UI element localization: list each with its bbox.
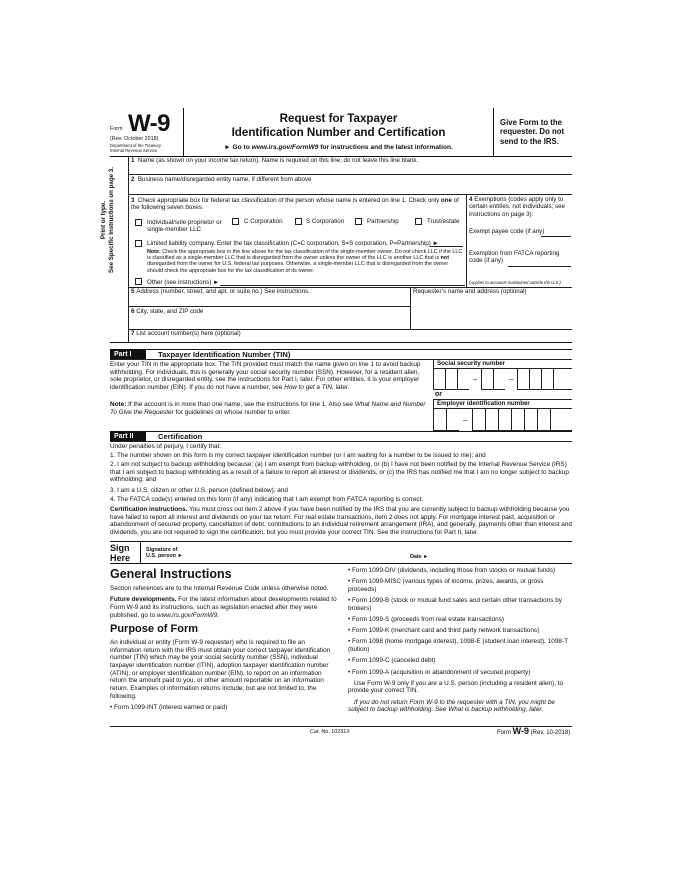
part-1-tag: Part I	[110, 350, 146, 359]
label-llc: Limited liability company. Enter the tax classification (C=C corporation, S=S corporation, P=Partnership) ►	[147, 240, 439, 247]
part-1-note-italic: What Name and Number To Give the Requester	[110, 401, 426, 416]
line-5-text: Address (number, street, and apt. or suite no.) See instructions.	[136, 288, 310, 295]
part-1-text-a: Enter your TIN in the appropriate box. The TIN provided must match the name given on line 1 to avoid backup withholding. For individuals, this is generally your social security number (SSN). However, for a resident alien, sole proprietor, or disregarded entity, see the instructions for Part I, later. For other entities, it is your employer identification number (EIN). If you do not have a number, see	[110, 361, 421, 391]
goto-instructions	[184, 144, 493, 152]
line-7-text: List account number(s) here (optional)	[136, 330, 241, 337]
bullet-1099-s: • Form 1099-S (proceeds from real estate transactions)	[348, 616, 505, 624]
label-trust-estate: Trust/estate	[427, 218, 460, 225]
dept-treasury: Department of the Treasury	[110, 143, 161, 148]
bullet-1099-c: • Form 1099-C (canceled debt)	[348, 657, 436, 665]
section-rule-top	[110, 342, 572, 343]
ein-digit-1[interactable]	[433, 409, 446, 431]
exempt-payee-input[interactable]	[541, 236, 571, 237]
ssn-input[interactable]	[433, 369, 572, 390]
other-input[interactable]	[220, 285, 465, 286]
title-line-1: Request for Taxpayer	[279, 112, 398, 125]
ein-digit-4[interactable]	[485, 409, 498, 431]
ein-dash: –	[463, 416, 468, 425]
footer-form-word: Form	[497, 730, 513, 736]
ein-input[interactable]	[433, 409, 572, 431]
part-1-text-end: later.	[333, 383, 350, 391]
bullet-1099-misc: • Form 1099-MISC (various types of income, prizes, awards, or gross proceeds)	[348, 578, 544, 593]
bullet-1098: • Form 1098 (home mortgage interest), 1098-E (student loan interest), 1098-T (tuition)	[348, 638, 568, 654]
line-7-num: 7	[131, 330, 135, 337]
part-1-note-a: If the account is in more than one name, see the instructions for line 1. Also see	[126, 401, 355, 408]
sign-label: Sign	[110, 543, 130, 553]
bullet-1099-b: • Form 1099-B (stock or mutual fund sales and certain other transactions by brokers)	[348, 597, 562, 612]
us-person: U.S. person ►	[146, 553, 183, 560]
ssn-digit-9[interactable]	[553, 369, 572, 390]
part-2-title: Certification	[158, 432, 203, 441]
line-7-label	[131, 330, 571, 337]
requester-label: Requester’s name and address (optional)	[413, 288, 527, 295]
line-2-label	[131, 176, 571, 183]
label-c-corporation: C Corporation	[244, 218, 283, 225]
line-4-label	[469, 196, 571, 218]
line-3-text-b: one	[440, 197, 452, 204]
use-w9-text: Use Form W-9 only if you are a U.S. person (including a resident alien), to provide your correct TIN.	[348, 679, 564, 695]
cert-item-1: 1. The number shown on this form is my correct taxpayer identification number (or I am waiting for a number to be issued to me); and	[110, 452, 486, 459]
line-6-num: 6	[131, 308, 135, 315]
bullet-1099-k: • Form 1099-K (merchant card and third party network transactions)	[348, 627, 540, 635]
sidebar-label	[100, 140, 124, 300]
llc-note-label: Note:	[147, 249, 161, 255]
ein-digit-6[interactable]	[511, 409, 524, 431]
llc-note	[147, 249, 465, 274]
here-label: Here	[110, 553, 131, 563]
line-6-text: City, state, and ZIP code	[136, 308, 204, 315]
cert-item-3: 3. I am a U.S. citizen or other U.S. person (defined below); and	[110, 487, 288, 494]
line-2-text: Business name/disregarded entity name, if different from above	[137, 176, 312, 183]
ssn-digit-7[interactable]	[529, 369, 541, 390]
ein-label: Employer identification number	[437, 400, 530, 407]
line-1-label	[131, 157, 571, 164]
footer-rev: (Rev. 10-2018)	[529, 730, 571, 736]
ssn-digit-3[interactable]	[457, 369, 469, 390]
bullet-1099-int: • Form 1099-INT (interest earned or paid)	[110, 703, 228, 711]
left-column	[110, 567, 338, 715]
cert-item-4: 4. The FATCA code(s) entered on this form (if any) indicating that I am exempt from FATCA reporting is correct.	[110, 496, 424, 503]
signature-input[interactable]	[190, 548, 405, 560]
part-2-intro: Under penalties of perjury, I certify that:	[110, 443, 222, 450]
form-title	[184, 112, 493, 139]
sidebar-line-1: Print or type.	[100, 200, 107, 240]
give-form-note: Give Form to the requester. Do not send to the IRS.	[500, 118, 565, 146]
goto-rest: for instructions and the latest information.	[318, 144, 453, 151]
form-word: Form	[110, 126, 123, 132]
line-1-rule	[128, 174, 572, 175]
bullet-1099-div: • Form 1099-DIV (dividends, including those from stocks or mutual funds)	[348, 567, 556, 574]
checkbox-individual[interactable]	[135, 219, 142, 226]
line-1-text: Name (as shown on your income tax return). Name is required on this line; do not leave this line blank.	[137, 157, 419, 164]
ein-digit-8[interactable]	[537, 409, 550, 431]
ein-digit-9[interactable]	[550, 409, 572, 431]
line-3-num: 3	[131, 197, 135, 204]
general-heading: General Instructions	[110, 567, 232, 581]
footer-form-name: W-9	[512, 726, 529, 736]
date-input[interactable]	[430, 548, 570, 560]
line-3-label	[131, 197, 464, 212]
cert-instructions-label: Certification instructions.	[110, 506, 188, 513]
line-5-rule	[128, 306, 410, 307]
ssn-digit-8[interactable]	[541, 369, 553, 390]
or-label: or	[435, 391, 442, 398]
line-4-divider	[466, 194, 467, 287]
fatca-input[interactable]	[508, 266, 571, 267]
ssn-dash-1: –	[473, 375, 478, 384]
form-revision: (Rev. October 2018)	[110, 136, 159, 142]
future-developments	[110, 596, 338, 619]
llc-note-text-1: Check the appropriate box in the line above for the tax classification of the single-member owner. Do not check LLC if the LLC is classified as a single-member LLC that is disregarded from the owner unless the owner of the LLC is another LLC that is	[147, 249, 463, 262]
sidebar-divider	[128, 156, 129, 342]
cat-number: Cat. No. 10231X	[310, 729, 350, 735]
purpose-text: An individual or entity (Form W-9 requester) who is required to file an information return with the IRS must obtain your correct taxpayer identification number (TIN) which may be your social security number (SSN), individual taxpayer identification number (ITIN), adoption taxpayer identification number (ATIN), or employer identification number (EIN), to report on an information return the amount paid to you, or other amount reportable on an information return. Examples of information returns include, but are not limited to, the following.	[110, 638, 331, 700]
backup-withholding-note	[348, 699, 572, 714]
future-url[interactable]: www.irs.gov/FormW9.	[156, 611, 220, 619]
line-6-label	[131, 308, 406, 315]
sign-here-label	[110, 543, 130, 563]
sidebar-line-2: See Specific Instructions on page 3.	[108, 167, 115, 273]
ssn-digit-1[interactable]	[433, 369, 445, 390]
line-2-num: 2	[131, 176, 135, 183]
checkbox-trust-estate[interactable]	[415, 218, 422, 225]
goto-url[interactable]: www.irs.gov/FormW9	[251, 144, 319, 151]
part-2-title-rule	[110, 441, 572, 442]
right-column	[348, 567, 572, 718]
signature-of: Signature of	[146, 547, 178, 553]
backup-italic-c: later.	[527, 706, 544, 714]
line-1-num: 1	[131, 157, 135, 164]
signature-of-label	[146, 547, 183, 559]
llc-note-text-2: disregarded from the owner for U.S. federal tax purposes. Otherwise, a single-member LLC that is disregarded from the owner should check the appropriate box for the tax classification of its owner.	[147, 261, 449, 274]
date-label: Date ►	[410, 554, 429, 560]
purpose-heading: Purpose of Form	[110, 622, 199, 635]
part-1-note	[110, 401, 428, 416]
ein-digit-5[interactable]	[498, 409, 511, 431]
title-line-2: Identification Number and Certification	[231, 125, 446, 139]
ein-digit-3[interactable]	[472, 409, 485, 431]
fatca-applies-note: (Applies to accounts maintained outside the U.S.)	[469, 280, 561, 285]
line-4-text: Exemptions (codes apply only to certain entities, not individuals; see instructions on page 3):	[469, 196, 565, 218]
checkbox-llc[interactable]	[135, 240, 142, 247]
line-2-rule	[128, 194, 572, 195]
requester-divider	[410, 287, 411, 329]
line-5-label	[131, 288, 406, 295]
sign-bottom-rule	[110, 563, 572, 564]
cert-instructions-text: You must cross out item 2 above if you have been notified by the IRS that you are currently subject to backup withholding because you have failed to report all interest and dividends on your tax return. For real estate transactions, item 2 does not apply. For mortgage interest paid, acquisition or abandonment of secured property, cancellation of debt, contributions to an individual retirement arrangement (IRA), and generally, payments other than interest and dividends, you are not required to sign the certification, but you must provide your correct TIN. See the instructions for Part II, later.	[110, 506, 572, 536]
ein-digit-7[interactable]	[524, 409, 537, 431]
bullet-1099-a: • Form 1099-A (acquisition or abandonment of secured property)	[348, 668, 531, 676]
ssn-digit-2[interactable]	[445, 369, 457, 390]
part-2-tag: Part II	[110, 432, 146, 441]
part-1-title: Taxpayer Identification Number (TIN)	[158, 350, 291, 359]
sign-divider	[140, 541, 141, 563]
future-label: Future developments.	[110, 596, 177, 604]
ssn-dash-2: –	[509, 375, 514, 384]
ein-digit-2[interactable]	[446, 409, 459, 431]
checkbox-c-corporation[interactable]	[232, 218, 239, 225]
header-divider-right	[493, 108, 494, 156]
label-partnership: Partnership	[367, 218, 399, 225]
label-other: Other (see instructions) ►	[147, 279, 220, 286]
checkbox-other[interactable]	[135, 278, 142, 285]
fatca-label: Exemption from FATCA reporting code (if any)	[469, 250, 560, 265]
backup-italic-b: What is backup withholding,	[446, 706, 528, 714]
general-p1: Section references are to the Internal Revenue Code unless otherwise noted.	[110, 585, 329, 592]
exempt-payee-label: Exempt payee code (if any)	[469, 228, 545, 235]
line-4-num: 4	[469, 196, 473, 203]
part-1-text	[110, 361, 428, 391]
checkbox-s-corporation[interactable]	[295, 218, 302, 225]
part-1-note-label: Note:	[110, 401, 127, 408]
line-3-text-c: of the following seven boxes.	[131, 197, 459, 212]
ssn-digit-6[interactable]	[517, 369, 529, 390]
ssn-label: Social security number	[437, 360, 506, 367]
part-1-text-italic: How to get a TIN,	[284, 383, 334, 391]
cert-item-2: 2. I am not subject to backup withholding because: (a) I am exempt from backup withholding, or (b) I have not been notified by the Internal Revenue Service (IRS) that I am subject to backup withholding as a result of a failure to report all interest or dividends, or (c) the IRS has notified me that I am no longer subject to backup withholding; and	[110, 461, 569, 484]
label-s-corporation: S Corporation	[306, 218, 345, 225]
line-5-num: 5	[131, 288, 135, 295]
line-3-text-a: Check appropriate box for federal tax classification of the person whose name is entered on line 1. Check only	[137, 197, 441, 204]
goto-arrow: ►	[224, 144, 231, 151]
part-1-note-b: for guidelines on whose number to enter.	[173, 408, 291, 416]
footer-form-id	[497, 727, 570, 738]
cert-instructions	[110, 506, 572, 536]
form-name: W-9	[128, 110, 171, 137]
checkbox-partnership[interactable]	[355, 218, 362, 225]
ssn-digit-5[interactable]	[493, 369, 505, 390]
future-text: For the latest information about developments related to Form W-9 and its instructions, such as legislation enacted after they were published, go to	[110, 596, 337, 619]
irs-label: Internal Revenue Service	[110, 148, 158, 153]
backup-italic-a: If you do not return Form W-9 to the requester with a TIN, you might be subject to backup withholding. See	[348, 698, 555, 714]
ssn-digit-4[interactable]	[481, 369, 493, 390]
sign-top-rule	[110, 541, 572, 542]
llc-classification-input[interactable]	[430, 246, 463, 247]
label-individual: Individual/sole proprietor or single-member LLC	[147, 219, 222, 234]
llc-note-not: not	[440, 255, 450, 262]
goto-text: Go to	[232, 144, 252, 151]
